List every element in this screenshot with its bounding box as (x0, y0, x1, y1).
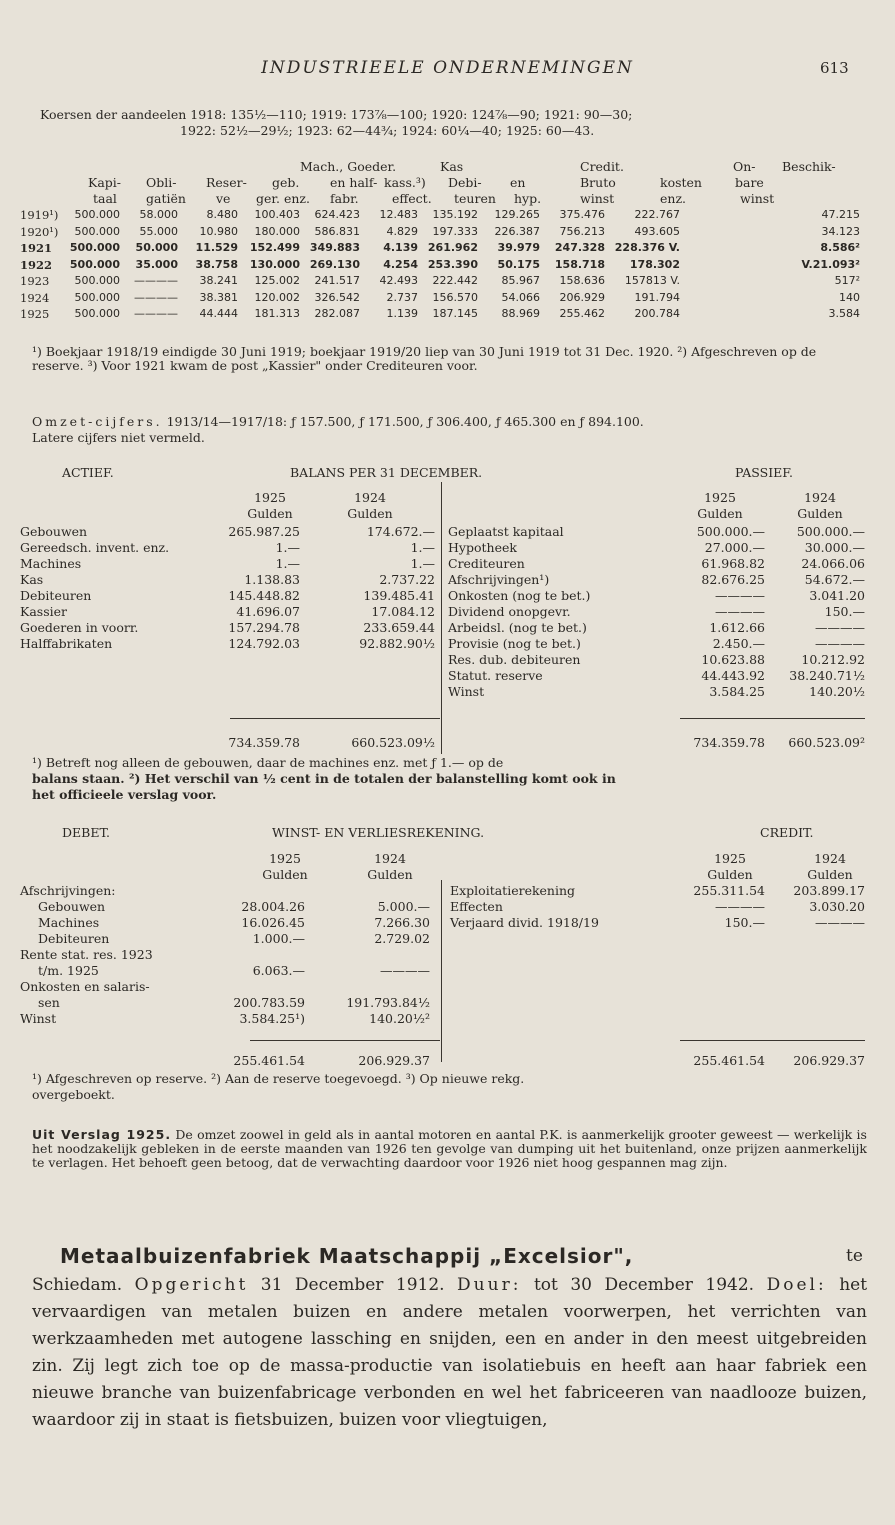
stats-row-year: 1921 (20, 241, 53, 255)
stats-header-3-8: winst (580, 191, 615, 206)
winst-credit-1924: 3.030.20 (809, 899, 865, 914)
stats-cell: 39.979 (497, 241, 540, 254)
balans-actief-1924: 233.659.44 (363, 620, 435, 635)
winst-debet-label: Debiteuren (38, 931, 110, 946)
balans-right-title: PASSIEF. (735, 465, 793, 480)
stats-row-year: 1920¹) (20, 224, 59, 239)
balans-passief-label: Winst (448, 684, 485, 699)
stats-cell: 85.967 (501, 274, 540, 287)
balans-passief-1924: ———— (815, 620, 865, 635)
stats-header-2-2: Reser- (206, 175, 247, 190)
balans-passief-label: Onkosten (nog te bet.) (448, 588, 591, 603)
stats-cell: 156.570 (432, 290, 478, 304)
stats-header-2-0: Kapi- (88, 175, 122, 190)
stats-cell: 8.586² (820, 241, 860, 254)
balans-actief-label: Kassier (20, 604, 67, 619)
stats-cell: 191.794 (634, 290, 680, 304)
stats-header-2-7: en (510, 175, 526, 190)
winst-debet-label: Winst (20, 1011, 57, 1026)
balans-actief-1924: 1.— (410, 556, 435, 571)
verslag-paragraph (32, 1128, 867, 1170)
stats-cell: 58.000 (139, 208, 178, 221)
stats-cell: 206.929 (559, 290, 605, 304)
balans-year-1924-right: 1924 (804, 490, 836, 505)
balans-footnote-1: ¹) Betreft nog alleen de gebouwen, daar de machines enz. met ƒ 1.— op de (32, 755, 504, 770)
balans-actief-1925: 145.448.82 (228, 588, 300, 603)
stats-cell: 255.462 (559, 307, 605, 320)
balans-passief-label: Statut. reserve (448, 668, 543, 683)
stats-header-1-6: Credit. (580, 159, 624, 174)
balans-passief-1924: 150.— (824, 604, 865, 619)
stats-cell: 375.476 (559, 208, 605, 221)
stats-cell: 152.499 (249, 241, 300, 254)
balans-footnote-2: balans staan. ²) Het verschil van ½ cent in de totalen der balanstelling komt ook in (32, 771, 616, 786)
winst-credit-1925: 255.311.54 (693, 883, 765, 898)
stats-cell: 269.130 (309, 257, 360, 271)
winst-debet-1925: 16.026.45 (241, 915, 305, 930)
stats-cell: 181.313 (254, 307, 300, 320)
balans-actief-label: Gereedsch. invent. enz. (20, 540, 170, 555)
balans-passief-label: Arbeidsl. (nog te bet.) (448, 620, 587, 635)
stats-header-3-0: taal (93, 191, 117, 206)
winst-credit-label: Verjaard divid. 1918/19 (450, 915, 599, 930)
stats-cell: 55.000 (139, 224, 178, 238)
balans-total-left-1924: 660.523.09½ (351, 735, 435, 750)
stats-cell: 187.145 (432, 307, 478, 320)
stats-cell: 100.403 (254, 208, 300, 221)
winst-debet-1924: 191.793.84½ (346, 995, 430, 1010)
winst-credit-1925: ———— (715, 899, 765, 914)
stats-header-3-4: fabr. (330, 191, 359, 206)
stats-cell: 158.718 (554, 257, 605, 271)
stats-cell: 500.000 (74, 290, 120, 304)
stats-cell: 157813 V. (624, 274, 680, 287)
stats-header-1-8: On- (733, 159, 756, 174)
winst-credit-label: Exploitatierekening (450, 883, 576, 898)
stats-header-3-5: effect. (392, 191, 432, 206)
balans-passief-1924: 54.672.— (804, 572, 865, 587)
koersen-line-1: Koersen der aandeelen 1918: 135½—110; 1919: 173⅞—100; 1920: 124⅞—90; 1921: 90—30; (40, 107, 633, 122)
stats-cell: 500.000 (74, 208, 120, 221)
balans-total-right-1925: 734.359.78 (693, 735, 765, 750)
stats-row-year: 1923 (20, 274, 50, 288)
winst-year-1924-right: 1924 (814, 851, 846, 866)
winst-divider (441, 880, 442, 1062)
stats-cell: 222.767 (634, 208, 680, 221)
stats-cell: 38.758 (195, 257, 238, 271)
stats-cell: 222.442 (432, 274, 478, 287)
stats-cell: 35.000 (135, 257, 178, 271)
stats-cell: 228.376 V. (614, 241, 680, 254)
balans-actief-1925: 157.294.78 (228, 620, 300, 635)
winst-debet-label: Machines (38, 915, 100, 930)
duur-label: Duur: (457, 1275, 522, 1295)
stats-cell: V.21.093² (801, 257, 860, 271)
balans-passief-1925: 500.000.— (696, 524, 765, 539)
balans-passief-1925: 3.584.25 (709, 684, 765, 699)
balans-passief-1925: ———— (715, 604, 765, 619)
stats-row-year: 1924 (20, 290, 50, 305)
stats-row-year: 1922 (20, 257, 53, 272)
stats-cell: 756.213 (559, 224, 605, 238)
winst-total-left-1925: 255.461.54 (233, 1053, 305, 1068)
balans-actief-1924: 1.— (410, 540, 435, 555)
stats-cell: 349.883 (309, 241, 360, 254)
stats-header-2-8: Bruto (580, 175, 616, 190)
balans-passief-label: Crediteuren (448, 556, 525, 571)
winst-year-1925: 1925 (269, 851, 301, 866)
winst-credit-label: Effecten (450, 899, 503, 914)
stats-cell: 241.517 (314, 274, 360, 287)
stats-header-3-9: enz. (660, 191, 687, 206)
winst-unit-1925-right: Gulden (707, 867, 753, 882)
balans-passief-1925: 61.968.82 (701, 556, 765, 571)
winst-credit-1924: ———— (815, 915, 865, 930)
balans-actief-1925: 1.138.83 (244, 572, 300, 587)
winst-debet-1924: ———— (380, 963, 430, 978)
winst-year-1924: 1924 (374, 851, 406, 866)
stats-header-3-6: teuren (454, 191, 496, 206)
balans-passief-1925: 82.676.25 (701, 572, 765, 587)
balans-passief-1925: ———— (715, 588, 765, 603)
stats-cell: 3.584 (828, 307, 860, 320)
balans-actief-1925: 265.987.25 (228, 524, 300, 539)
company-te: te (846, 1246, 863, 1266)
stats-header-2-10: bare (735, 175, 764, 190)
stats-cell: 47.215 (821, 208, 860, 221)
winst-debet-1924: 2.729.02 (374, 931, 430, 946)
winst-debet-1925: 3.584.25¹) (239, 1011, 305, 1026)
stats-cell: 135.192 (432, 208, 478, 221)
balans-actief-1925: 124.792.03 (228, 636, 300, 651)
stats-cell: 517² (834, 274, 860, 287)
stats-cell: 4.254 (383, 257, 418, 271)
duur-value: tot 30 December (533, 1275, 693, 1295)
stats-header-3-7: hyp. (514, 191, 542, 206)
balans-total-left-1925: 734.359.78 (228, 735, 300, 750)
winst-center-title: WINST- EN VERLIESREKENING. (272, 825, 485, 840)
stats-cell: 500.000 (74, 224, 120, 238)
stats-cell: 282.087 (314, 307, 360, 320)
balans-actief-1925: 41.696.07 (236, 604, 300, 619)
stats-cell: 493.605 (634, 224, 680, 238)
stats-cell: 54.066 (501, 290, 540, 304)
winst-debet-1924: 7.266.30 (374, 915, 430, 930)
balans-left-title: ACTIEF. (62, 465, 114, 480)
balans-passief-1924: 24.066.06 (801, 556, 865, 571)
stats-cell: 50.175 (497, 257, 540, 271)
stats-cell: 38.241 (199, 274, 238, 287)
running-title: INDUSTRIEELE ONDERNEMINGEN (261, 58, 634, 78)
stats-cell: 125.002 (254, 274, 300, 287)
page-number: 613 (820, 59, 849, 77)
balans-passief-label: Dividend onopgevr. (448, 604, 571, 619)
stats-footnote: ¹) Boekjaar 1918/19 eindigde 30 Juni 1919; boekjaar 1919/20 liep van 30 Juni 1919 tot 31 Dec. 1920. ²) Afgeschreven op de reserve. ³) Voor 1921 kwam de post „Kassier" onder Crediteuren voor. (32, 344, 817, 373)
stats-cell: 42.493 (379, 274, 418, 287)
stats-cell: 44.444 (199, 307, 238, 320)
winst-year-1925-right: 1925 (714, 851, 746, 866)
stats-cell: 4.139 (383, 241, 418, 254)
omzet-text: 1913/14—1917/18: ƒ 157.500, ƒ 171.500, ƒ 306.400, ƒ 465.300 en ƒ 894.100. (166, 414, 644, 429)
winst-credit-1924: 203.899.17 (793, 883, 865, 898)
stats-cell: 178.302 (629, 257, 680, 271)
stats-cell: ———— (134, 307, 178, 320)
winst-footnote-2: overgeboekt. (32, 1087, 115, 1102)
balans-actief-1924: 174.672.— (366, 524, 435, 539)
stats-cell: 50.000 (135, 241, 178, 254)
stats-header-3-2: ve (216, 191, 231, 206)
balans-actief-1924: 17.084.12 (371, 604, 435, 619)
balans-actief-label: Kas (20, 572, 44, 587)
winst-debet-label: t/m. 1925 (38, 963, 99, 978)
stats-cell: 38.381 (199, 290, 238, 304)
balans-year-1924: 1924 (354, 490, 386, 505)
company-name: Metaalbuizenfabriek Maatschappij „Excelsior", (60, 1244, 634, 1268)
balans-total-right-1924: 660.523.09² (788, 735, 865, 750)
stats-cell: ———— (134, 290, 178, 304)
stats-header-2-9: kosten (660, 175, 702, 190)
stats-cell: 500.000 (69, 241, 120, 254)
winst-total-right-1925: 255.461.54 (693, 1053, 765, 1068)
balans-unit-1924-right: Gulden (797, 506, 843, 521)
winst-total-left-1924: 206.929.37 (358, 1053, 430, 1068)
balans-unit-1925-right: Gulden (697, 506, 743, 521)
stats-header-1-9: Beschik- (782, 159, 836, 174)
balans-actief-1925: 1.— (275, 556, 300, 571)
omzet-line (32, 415, 644, 429)
stats-cell: 500.000 (69, 257, 120, 271)
balans-passief-1924: ———— (815, 636, 865, 651)
balans-actief-1925: 1.— (275, 540, 300, 555)
winst-unit-1924: Gulden (367, 867, 413, 882)
winst-debet-label: Rente stat. res. 1923 (20, 947, 153, 962)
stats-header-2-4: en half- (330, 175, 378, 190)
balans-passief-1925: 27.000.— (704, 540, 765, 555)
stats-header-3-10: winst (740, 191, 775, 206)
stats-cell: 500.000 (74, 307, 120, 320)
stats-cell: 500.000 (74, 274, 120, 287)
balans-actief-label: Goederen in voorr. (20, 620, 139, 635)
winst-left-title: DEBET. (62, 825, 110, 840)
stats-header-1-3: Mach., Goeder. (300, 159, 397, 174)
balans-passief-1924: 38.240.71½ (789, 668, 865, 683)
stats-cell: 158.636 (559, 274, 605, 287)
stats-header-2-6: Debi- (448, 175, 482, 190)
balans-actief-label: Halffabrikaten (20, 636, 113, 651)
opgericht-label: Opgericht (134, 1275, 249, 1295)
company-body: het vervaardigen van metalen buizen en andere metalen voorwerpen, het verrichten van werkzaamheden met autogene lassching en snijden, een en ander in den meest uitgebreiden zin. Zij legt zich toe op de massa-productie van isolatiebuis en heeft aan haar fabriek een nieuwe branche van buizenfabricage verbonden en wel het fabriceeren van naadlooze buizen, waardoor zij in staat is fietsbuizen, buizen voor vliegtuigen, (32, 1275, 868, 1430)
stats-cell: 1.139 (386, 307, 418, 320)
balans-footnote-3: het officieele verslag voor. (32, 787, 217, 802)
balans-actief-1924: 2.737.22 (379, 572, 435, 587)
stats-cell: 180.000 (254, 224, 300, 238)
verslag-label: Uit Verslag 1925. (32, 1127, 172, 1142)
stats-cell: 140 (839, 290, 860, 304)
balans-passief-label: Res. dub. debiteuren (448, 652, 581, 667)
balans-passief-1925: 2.450.— (712, 636, 765, 651)
winst-debet-label: Gebouwen (38, 899, 106, 914)
balans-divider (441, 482, 442, 754)
winst-right-title: CREDIT. (760, 825, 814, 840)
stats-cell: 8.480 (206, 208, 238, 221)
winst-unit-1925: Gulden (262, 867, 308, 882)
stats-cell: 247.328 (554, 241, 605, 254)
stats-cell: 200.784 (634, 307, 680, 320)
balans-year-1925-right: 1925 (704, 490, 736, 505)
balans-unit-1925: Gulden (247, 506, 293, 521)
balans-passief-1925: 10.623.88 (701, 652, 765, 667)
winst-debet-label: sen (38, 995, 60, 1010)
winst-debet-1924: 140.20½² (369, 1011, 430, 1026)
opgericht-value: 31 December 1912. (260, 1275, 445, 1295)
balans-passief-1924: 3.041.20 (809, 588, 865, 603)
stats-cell: 2.737 (386, 290, 418, 304)
balans-passief-1924: 500.000.— (796, 524, 865, 539)
stats-header-3-1: gatiën (146, 191, 186, 206)
stats-cell: 4.829 (386, 224, 418, 238)
stats-header-1-4: Kas (440, 159, 464, 174)
balans-passief-1924: 140.20½ (809, 684, 865, 699)
balans-actief-label: Debiteuren (20, 588, 92, 603)
stats-header-3-3: ger. enz. (256, 191, 310, 206)
balans-year-1925: 1925 (254, 490, 286, 505)
winst-total-right-1924: 206.929.37 (793, 1053, 865, 1068)
winst-debet-1924: 5.000.— (377, 899, 430, 914)
stats-header-2-1: Obli- (146, 175, 177, 190)
balans-unit-1924: Gulden (347, 506, 393, 521)
winst-debet-1925: 28.004.26 (241, 899, 305, 914)
stats-cell: ———— (134, 274, 178, 287)
stats-cell: 261.962 (427, 241, 478, 254)
balans-actief-1924: 92.882.90½ (359, 636, 435, 651)
stats-cell: 129.265 (494, 208, 540, 221)
omzet-line-2: Latere cijfers niet vermeld. (32, 430, 205, 445)
stats-cell: 226.387 (494, 224, 540, 238)
stats-cell: 624.423 (314, 208, 360, 221)
doel-label: Doel: (766, 1275, 827, 1295)
winst-credit-1925: 150.— (724, 915, 765, 930)
stats-cell: 586.831 (314, 224, 360, 238)
omzet-label: Omzet-cijfers. (32, 414, 163, 429)
stats-cell: 197.333 (432, 224, 478, 238)
winst-debet-1925: 200.783.59 (233, 995, 305, 1010)
stats-header-2-5: kass.³) (384, 175, 426, 190)
balans-passief-1925: 44.443.92 (701, 668, 765, 683)
duur-end-year: 1942. (705, 1275, 755, 1295)
company-city: Schiedam. (32, 1275, 123, 1295)
stats-cell: 88.969 (501, 307, 540, 320)
company-paragraph (32, 1272, 867, 1434)
winst-footnote-1: ¹) Afgeschreven op reserve. ²) Aan de reserve toegevoegd. ³) Op nieuwe rekg. (32, 1071, 525, 1086)
stats-header-2-3: geb. (272, 175, 300, 190)
verslag-text: De omzet zoowel in geld als in aantal motoren en aantal P.K. is aanmerkelijk grooter geweest — werkelijk is het noodzakelijk gebleken in de eerste maanden van 1926 ten gevolge van dumping uit het buitenland, onze prijzen aanmerkelijk te verlagen. Het behoeft geen betoog, dat de verwachting daardoor voor 1926 niet hoog gespannen mag zijn. (32, 1127, 867, 1170)
stats-cell: 120.002 (254, 290, 300, 304)
balans-passief-1924: 30.000.— (804, 540, 865, 555)
stats-cell: 11.529 (195, 241, 238, 254)
stats-cell: 130.000 (249, 257, 300, 271)
winst-debet-label: Afschrijvingen: (20, 883, 116, 898)
stats-cell: 12.483 (379, 208, 418, 221)
koersen-line-2: 1922: 52½—29½; 1923: 62—44¾; 1924: 60¼—40; 1925: 60—43. (180, 123, 595, 138)
winst-unit-1924-right: Gulden (807, 867, 853, 882)
stats-row-year: 1925 (20, 307, 50, 321)
stats-cell: 10.980 (199, 224, 238, 238)
balans-passief-1925: 1.612.66 (709, 620, 765, 635)
balans-passief-label: Afschrijvingen¹) (448, 572, 550, 587)
balans-passief-label: Hypotheek (448, 540, 517, 555)
balans-passief-1924: 10.212.92 (801, 652, 865, 667)
stats-cell: 34.123 (821, 224, 860, 238)
winst-debet-label: Onkosten en salaris- (20, 979, 150, 994)
winst-debet-1925: 1.000.— (252, 931, 305, 946)
stats-cell: 326.542 (314, 290, 360, 304)
stats-row-year: 1919¹) (20, 208, 59, 222)
balans-actief-label: Gebouwen (20, 524, 88, 539)
balans-actief-label: Machines (20, 556, 82, 571)
balans-center-title: BALANS PER 31 DECEMBER. (290, 465, 483, 480)
balans-actief-1924: 139.485.41 (363, 588, 435, 603)
balans-passief-label: Provisie (nog te bet.) (448, 636, 581, 651)
balans-passief-label: Geplaatst kapitaal (448, 524, 564, 539)
stats-cell: 253.390 (427, 257, 478, 271)
winst-debet-1925: 6.063.— (252, 963, 305, 978)
